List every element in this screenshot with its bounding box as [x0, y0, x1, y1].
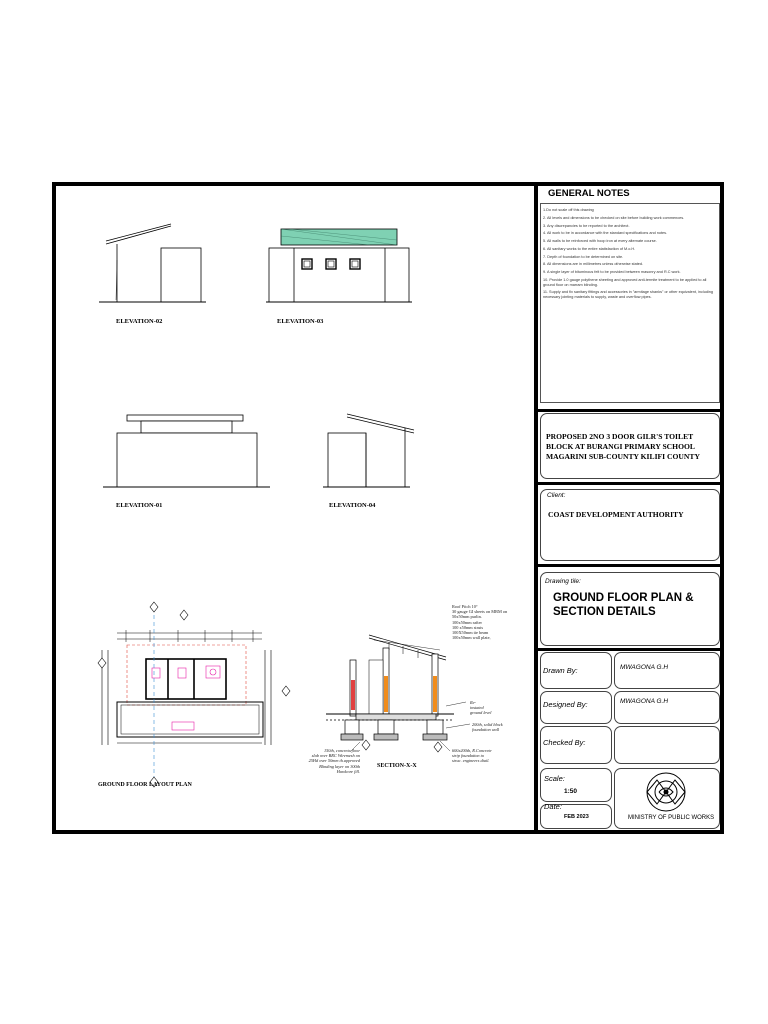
roof-note: 30 gauge GI sheets on MRM on — [452, 609, 508, 615]
project-title-text: PROPOSED 2NO 3 DOOR GILR'S TOILET BLOCK AT BURANGI PRIMARY SCHOOL MAGARINI SUB-COUNTY KILIFI COUNTY — [546, 432, 700, 461]
elevation-01-drawing — [103, 415, 270, 487]
scale-value: 1:50 — [564, 788, 578, 795]
note-item: 9. A single layer of bituminous felt to be provided between masonry and R.C work. — [543, 270, 681, 275]
section-xx-drawing — [326, 635, 470, 752]
slab-note-line: Blinding layer on 300th — [319, 763, 360, 769]
slab-note-line: 150th, concrete floor — [324, 748, 360, 753]
note-item: 8. All dimensions are in millimetres unless otherwise stated. — [543, 262, 644, 267]
note-item: 3. Any discrepancies to be reported to the architect. — [543, 223, 630, 228]
elevation-03-label: ELEVATION-03 — [277, 318, 324, 325]
foundation-wall-line: foundation wall — [472, 727, 500, 733]
date-label: Date: — [544, 802, 562, 811]
roof-note: Roof Pitch 10° — [452, 604, 478, 609]
slab-note-line: Hardcore fill. — [336, 768, 360, 774]
note-item: 5. All walls to be reinforced with hoop iron at every alternate course. — [543, 239, 657, 244]
note-item: 7. Depth of foundation to be determined on site. — [543, 254, 624, 259]
roof-note: 100 x50mm struts — [452, 624, 484, 630]
drawing-title-line: SECTION DETAILS — [553, 606, 656, 618]
drawing-title-label: Drawing tile: — [545, 578, 581, 585]
ground-floor-plan-label: GROUND FLOOR LAYOUT PLAN — [98, 782, 192, 788]
client-label: Client: — [547, 492, 566, 499]
note-item: 2. All levels and dimensions to be checked on site before building work commences. — [543, 215, 685, 220]
designed-by-label: Designed By: — [543, 700, 588, 709]
note-item: 11. Supply and fix sanitary fittings and accessories in "armitage shanks" or other equivalent, including necessary jointing materials to supply, waste and overflow pipes. — [543, 290, 713, 299]
designed-by-value: MWAGONA G.H — [620, 698, 669, 705]
scale-label: Scale: — [544, 774, 565, 783]
roof-note: 50x50mm purlin. — [452, 614, 482, 620]
elevation-02-drawing — [99, 224, 206, 302]
date-value: FEB 2023 — [564, 814, 589, 820]
slab-note-line: slab over BRC Wiremesh on — [311, 753, 360, 759]
elevation-01-label: ELEVATION-01 — [116, 502, 163, 509]
strip-foundation-note — [452, 748, 492, 764]
roof-note: 100x50mm wall plate, — [452, 635, 491, 641]
roof-note: 100X50mm tie beam — [452, 630, 489, 636]
strip-note-line: 600x200th, R.Concrete — [452, 748, 492, 753]
strip-note-line: struc. engineers dtail. — [452, 758, 490, 764]
note-item: 1.Do not scale off this drawing — [543, 208, 594, 212]
slab-note — [290, 748, 360, 774]
ground-note-line: instated — [470, 705, 484, 711]
client-name: COAST DEVELOPMENT AUTHORITY — [548, 510, 684, 519]
ground-level-note — [470, 700, 491, 716]
section-label: SECTION-X-X — [377, 763, 417, 769]
ground-note-line: Re- — [470, 700, 476, 705]
elevation-04-drawing — [323, 414, 414, 487]
ministry-name: MINISTRY OF PUBLIC WORKS — [628, 815, 715, 821]
foundation-wall-note — [472, 722, 503, 732]
strip-note-line: strip foundation to — [452, 753, 484, 759]
roof-notes — [452, 604, 536, 640]
checked-by-label: Checked By: — [543, 738, 586, 747]
note-item: 4. All work to be in accordance with the standard specifications and notes. — [543, 231, 668, 236]
drawing-title-line: GROUND FLOOR PLAN & — [553, 592, 694, 604]
note-item: 6. All sanitary works to the entire statisfaction of M.o.H. — [543, 246, 636, 251]
elevation-03-drawing — [266, 229, 412, 302]
drawn-by-label: Drawn By: — [543, 666, 578, 675]
ground-note-line: ground level — [470, 710, 492, 716]
elevation-02-label: ELEVATION-02 — [116, 318, 163, 325]
ground-floor-plan-drawing — [98, 602, 290, 787]
slab-note-line: 25Hd over 50mm th.approved — [308, 758, 360, 764]
general-notes-title: GENERAL NOTES — [548, 188, 630, 199]
elevation-04-label: ELEVATION-04 — [329, 502, 376, 509]
roof-note: 100x50mm rafter — [452, 619, 482, 625]
foundation-wall-line: 200th, solid block — [472, 722, 503, 727]
note-item: 10. Provide 1.0 gauge polythene sheeting and approved anti-termite treatment to be applied to all ground floor on marram blinding. — [543, 278, 707, 287]
drawn-by-value: MWAGONA G.H — [620, 664, 669, 671]
